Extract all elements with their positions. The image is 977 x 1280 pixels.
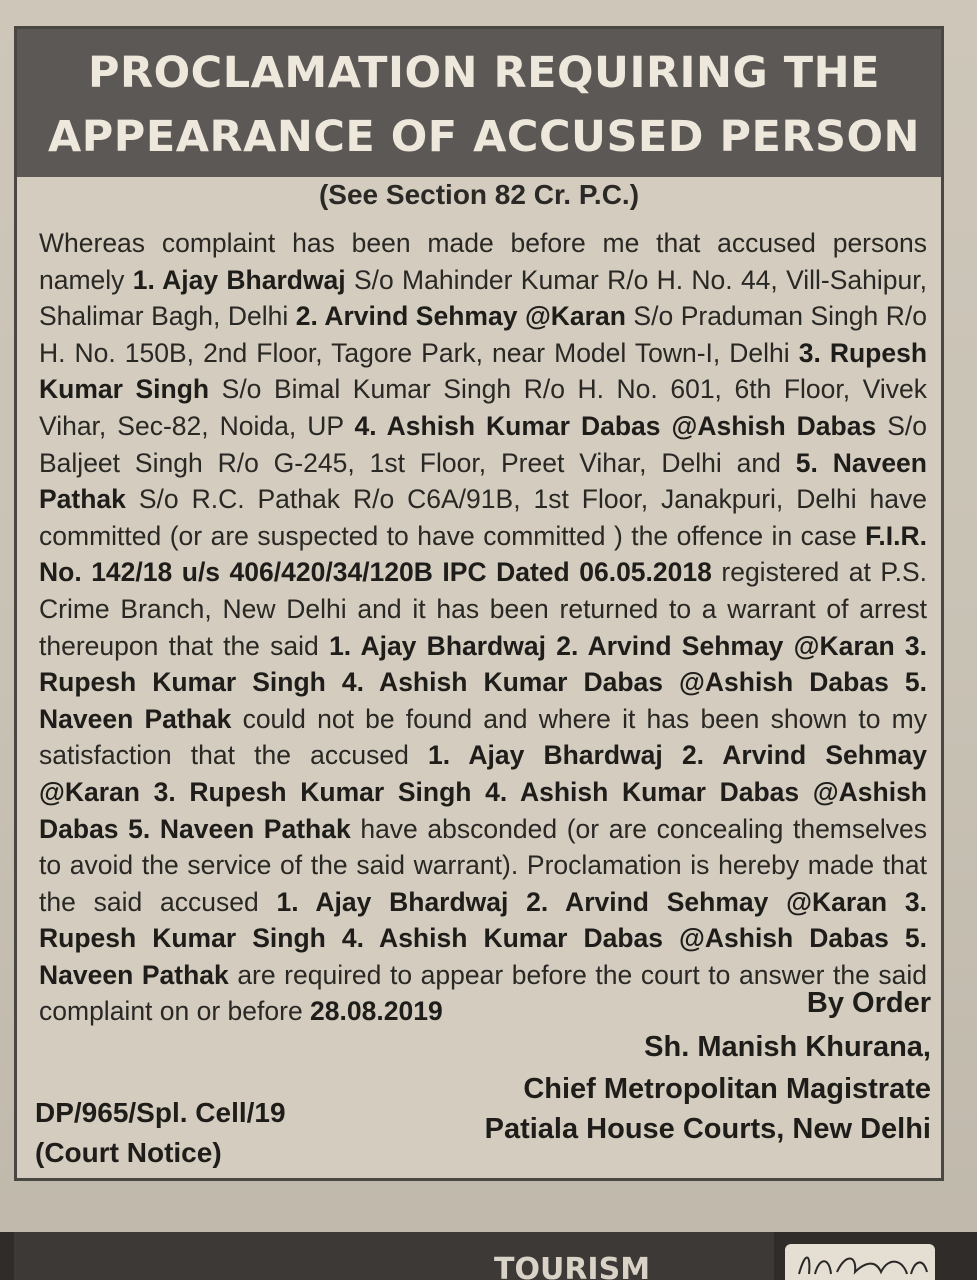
body-bold-segment: 1. Ajay Bhardwaj 2. Arvind Sehmay @Karan 3. Rupesh Kumar Singh 4. Ashish Kumar Dabas @Ashish Dabas 5. Naveen Pathak: [39, 886, 927, 990]
body-bold-segment: 1. Ajay Bhardwaj: [132, 264, 346, 295]
notice-body: [39, 225, 927, 1030]
signatory-title: Chief Metropolitan Magistrate: [523, 1073, 931, 1105]
notice-title-line-1: PROCLAMATION REQUIRING THE: [88, 48, 880, 98]
signature-logo-image: [785, 1244, 935, 1280]
notice-type: (Court Notice): [35, 1137, 222, 1168]
body-text-segment: are required to appear before the court to answer the said complaint on or before: [39, 959, 927, 1027]
body-bold-segment: 3. Rupesh Kumar Singh: [39, 337, 928, 405]
body-bold-segment: 2. Arvind Sehmay @Karan: [295, 301, 626, 332]
body-text-segment: S/o R.C. Pathak R/o C6A/91B, 1st Floor, Janakpuri, Delhi have committed (or are suspected to have committed ) the offence in case: [39, 484, 927, 551]
notice-title-line-2: APPEARANCE OF ACCUSED PERSON: [48, 112, 920, 162]
body-bold-segment: 1. Ajay Bhardwaj 2. Arvind Sehmay @Karan 3. Rupesh Kumar Singh 4. Ashish Kumar Dabas @Ashish Dabas 5. Naveen Pathak: [39, 740, 927, 844]
reference-code: DP/965/Spl. Cell/19: [35, 1097, 286, 1128]
notice-title-banner: [17, 29, 941, 177]
next-advert-banner: [14, 1232, 774, 1280]
next-advert-text: TOURISM: [494, 1252, 651, 1280]
body-bold-segment: 5. Naveen Pathak: [39, 447, 927, 515]
body-text-segment: registered at P.S. Crime Branch, New Delhi and it has been returned to a warrant of arrest thereupon that the said: [39, 557, 928, 661]
body-bold-segment: 28.08.2019: [310, 996, 443, 1027]
body-text-segment: could not be found and where it has been shown to my satisfaction that the accused: [39, 703, 927, 771]
body-text-segment: S/o Mahinder Kumar R/o H. No. 44, Vill-Sahipur, Shalimar Bagh, Delhi: [39, 264, 927, 332]
body-text-segment: Whereas complaint has been made before me that accused persons namely: [39, 228, 927, 295]
body-bold-segment: 4. Ashish Kumar Dabas @Ashish Dabas: [354, 410, 877, 441]
section-reference: (See Section 82 Cr. P.C.): [318, 179, 640, 210]
body-text-segment: S/o Baljeet Singh R/o G-245, 1st Floor, Preet Vihar, Delhi and: [39, 410, 927, 478]
signatory-name: Sh. Manish Khurana,: [644, 1031, 931, 1063]
signatory-court: Patiala House Courts, New Delhi: [484, 1113, 931, 1145]
body-bold-segment: F.I.R. No. 142/18 u/s 406/420/34/120B IPC Dated 06.05.2018: [39, 520, 927, 588]
body-text-segment: S/o Bimal Kumar Singh R/o H. No. 601, 6th Floor, Vivek Vihar, Sec-82, Noida, UP: [39, 374, 927, 441]
court-notice: [14, 26, 944, 1181]
body-bold-segment: 1. Ajay Bhardwaj 2. Arvind Sehmay @Karan 3. Rupesh Kumar Singh 4. Ashish Kumar Dabas @Ashish Dabas 5. Naveen Pathak: [39, 630, 927, 734]
body-text-segment: have absconded (or are concealing themselves to avoid the service of the said warrant). Proclamation is hereby made that the said accused: [39, 813, 927, 917]
by-order: By Order: [806, 987, 931, 1019]
body-text-segment: S/o Praduman Singh R/o H. No. 150B, 2nd Floor, Tagore Park, near Model Town-I, Delhi: [39, 301, 927, 368]
